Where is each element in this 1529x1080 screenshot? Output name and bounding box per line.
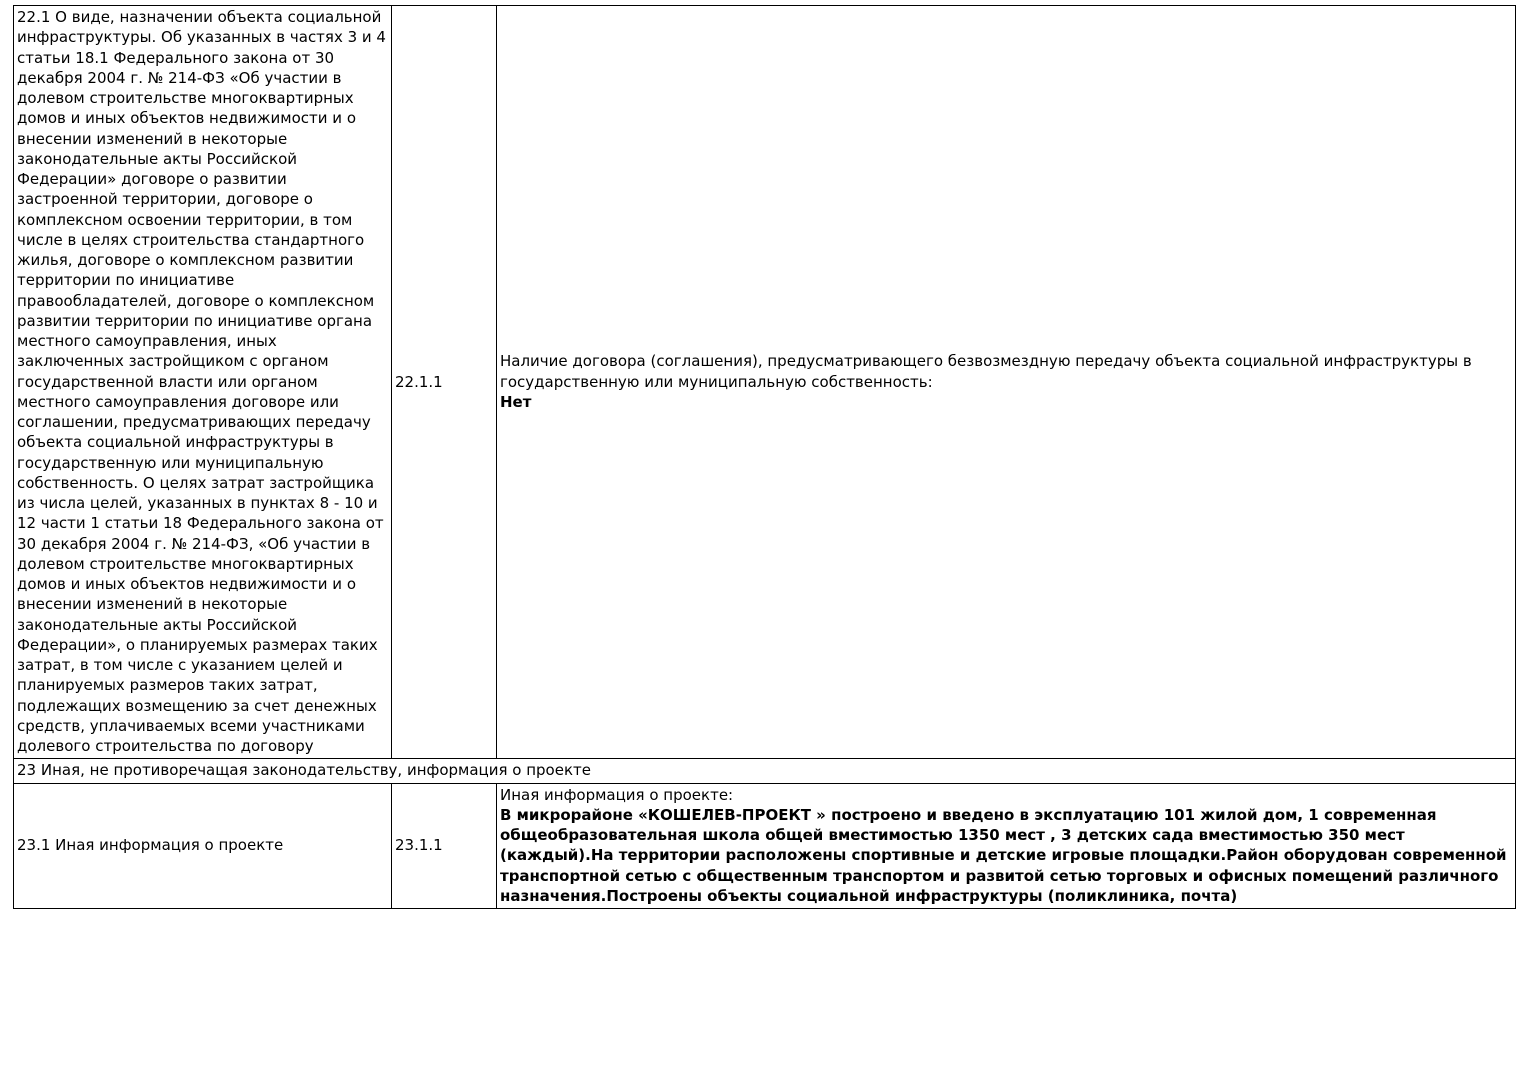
row-22-1-label: 22.1 О виде, назначении объекта социальной инфраструктуры. Об указанных в частях 3 и 4 статьи 18.1 Федерального закона от 30 декабря 2004 г. № 214-ФЗ «Об участии в долевом строительстве многоквартирных домов и иных объектов недвижимости и о внесении изменений в некоторые законодательные акты Российской Федерации» договоре о развитии застроенной территории, договоре о комплексном освоении территории, в том числе в целях строительства стандартного жилья, договоре о комплексном развитии территории по инициативе правообладателей, договоре о комплексном развитии территории по инициативе органа местного самоуправления, иных заключенных застройщиком с органом государственной власти или органом местного самоуправления договоре или соглашении, предусматривающих передачу объекта социальной инфраструктуры в государственную или муниципальную собственность. О целях затрат застройщика из числа целей, указанных в пунктах 8 - 10 и 12 части 1 статьи 18 Федерального закона от 30 декабря 2004 г. № 214-ФЗ, «Об участии в долевом строительстве многоквартирных домов и иных объектов недвижимости и о внесении изменений в некоторые законодательные акты Российской Федерации», о планируемых размерах таких затрат, в том числе с указанием целей и планируемых размеров таких затрат, подлежащих возмещению за счет денежных средств, уплачиваемых всеми участниками долевого строительства по договору <box>14 6 392 759</box>
row-22-1-code: 22.1.1 <box>392 6 497 759</box>
row-23-1-content-text: Иная информация о проекте: <box>500 785 734 804</box>
row-23-1-code: 23.1.1 <box>392 783 497 909</box>
row-22-1-content <box>497 6 1516 759</box>
row-22-1-content-text: Наличие договора (соглашения), предусматривающего безвозмездную передачу объекта социальной инфраструктуры в государственную или муниципальную собственность: <box>500 352 1472 391</box>
declaration-table <box>13 5 1516 909</box>
row-23-1-content-value: В микрорайоне «КОШЕЛЕВ-ПРОЕКТ » построено и введено в эксплуатацию 101 жилой дом, 1 современная общеобразовательная школа общей вместимостью 1350 мест , 3 детских сада вместимостью 350 мест (каждый).На территории расположены спортивные и детские игровые площадки.Район оборудован современной транспортной сетью с общественным транспортом и развитой сетью торговых и офисных помещений различного назначения.Построены объекты социальной инфраструктуры (поликлиника, почта) <box>500 805 1507 905</box>
section-23-header: 23 Иная, не противоречащая законодательству, информация о проекте <box>14 759 1516 783</box>
row-22-1-content-value: Нет <box>500 392 532 411</box>
table-row-23-1 <box>14 783 1516 909</box>
row-23-1-content <box>497 783 1516 909</box>
table-row-section-23 <box>14 759 1516 783</box>
table-row-22-1 <box>14 6 1516 759</box>
row-23-1-label: 23.1 Иная информация о проекте <box>14 783 392 909</box>
